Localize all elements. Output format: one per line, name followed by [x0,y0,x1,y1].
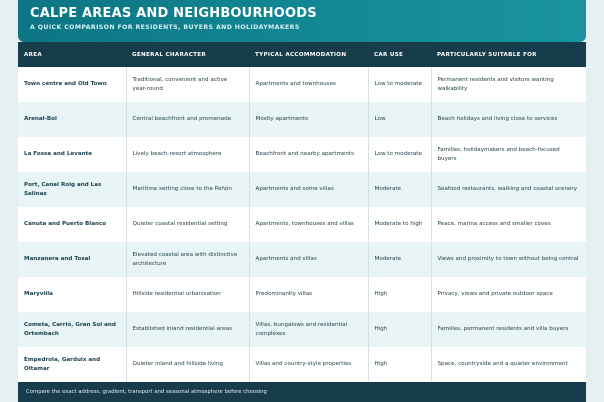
car-use: Low to moderate [368,67,431,102]
typical-accommodation: Apartments and some villas [249,172,368,207]
general-character: Central beachfront and promenade [126,102,249,137]
area-name: Maryvilla [18,277,126,312]
car-use: Moderate to high [368,207,431,242]
typical-accommodation: Apartments and townhouses [249,67,368,102]
area-name: Arenal-Bol [18,102,126,137]
areas-table [18,42,586,382]
general-character: Maritime setting close to the Peñón [126,172,249,207]
suitable-for: Beach holidays and living close to services [437,116,558,122]
general-character: Quieter coastal residential setting [126,207,249,242]
table-row [18,277,586,312]
footer-note: Compare the exact address, gradient, transport and seasonal atmosphere before choosing [18,382,586,402]
typical-accommodation: Apartments and villas [249,242,368,277]
column-header-area: AREA [24,51,42,58]
area-name: Cometa, Carrió, Gran Sol and Ortembach [18,312,126,347]
comparison-card [18,0,586,402]
car-use: Moderate [368,242,431,277]
suitable-for: Space, countryside and a quieter environment [437,361,568,367]
car-use: High [368,347,431,382]
column-header-suitable-for: PARTICULARLY SUITABLE FOR [437,51,537,58]
table-header-row [18,42,586,67]
car-use: Moderate [368,172,431,207]
area-name: La Fossa and Levante [18,137,126,172]
suitable-for: Peace, marina access and smaller coves [437,221,551,227]
car-use: High [368,277,431,312]
page-subtitle: A QUICK COMPARISON FOR RESIDENTS, BUYERS AND HOLIDAYMAKERS [30,24,300,31]
table-row [18,102,586,137]
typical-accommodation: Villas, bungalows and residential complexes [249,312,368,347]
table-row [18,137,586,172]
general-character: Lively beach-resort atmosphere [126,137,249,172]
typical-accommodation: Villas and country-style properties [249,347,368,382]
car-use: High [368,312,431,347]
column-header-character: GENERAL CHARACTER [132,51,206,58]
area-name: Canuta and Puerto Blanco [18,207,126,242]
table-row [18,172,586,207]
suitable-for: Views and proximity to town without being central [437,256,579,262]
suitable-for: Families, holidaymakers and beach-focused buyers [437,146,560,162]
suitable-for: Permanent residents and visitors wanting walkability [437,76,554,92]
header-banner [18,0,586,42]
general-character: Established inland residential areas [126,312,249,347]
suitable-for: Seafood restaurants, walking and coastal scenery [437,186,578,192]
area-name: Manzanera and Tosal [18,242,126,277]
suitable-for: Privacy, views and private outdoor space [437,291,553,297]
general-character: Traditional, convenient and active year-round [126,67,249,102]
area-name: Empedrola, Garduix and Oltamar [18,347,126,382]
page-title: CALPE AREAS AND NEIGHBOURHOODS [30,6,317,21]
area-name: Port, Canal Roig and Las Salinas [18,172,126,207]
suitable-for: Families, permanent residents and villa buyers [437,326,569,332]
typical-accommodation: Predominantly villas [249,277,368,312]
general-character: Hillside residential urbanisation [126,277,249,312]
general-character: Quieter inland and hillside living [126,347,249,382]
table-row [18,347,586,382]
typical-accommodation: Beachfront and nearby apartments [249,137,368,172]
car-use: Low to moderate [368,137,431,172]
column-header-accommodation: TYPICAL ACCOMMODATION [255,51,347,58]
car-use: Low [368,102,431,137]
table-row [18,312,586,347]
area-name: Town centre and Old Town [18,67,126,102]
column-header-car-use: CAR USE [374,51,404,58]
table-row [18,207,586,242]
typical-accommodation: Apartments, townhouses and villas [249,207,368,242]
general-character: Elevated coastal area with distinctive architecture [126,242,249,277]
table-row [18,242,586,277]
table-row [18,67,586,102]
typical-accommodation: Mostly apartments [249,102,368,137]
